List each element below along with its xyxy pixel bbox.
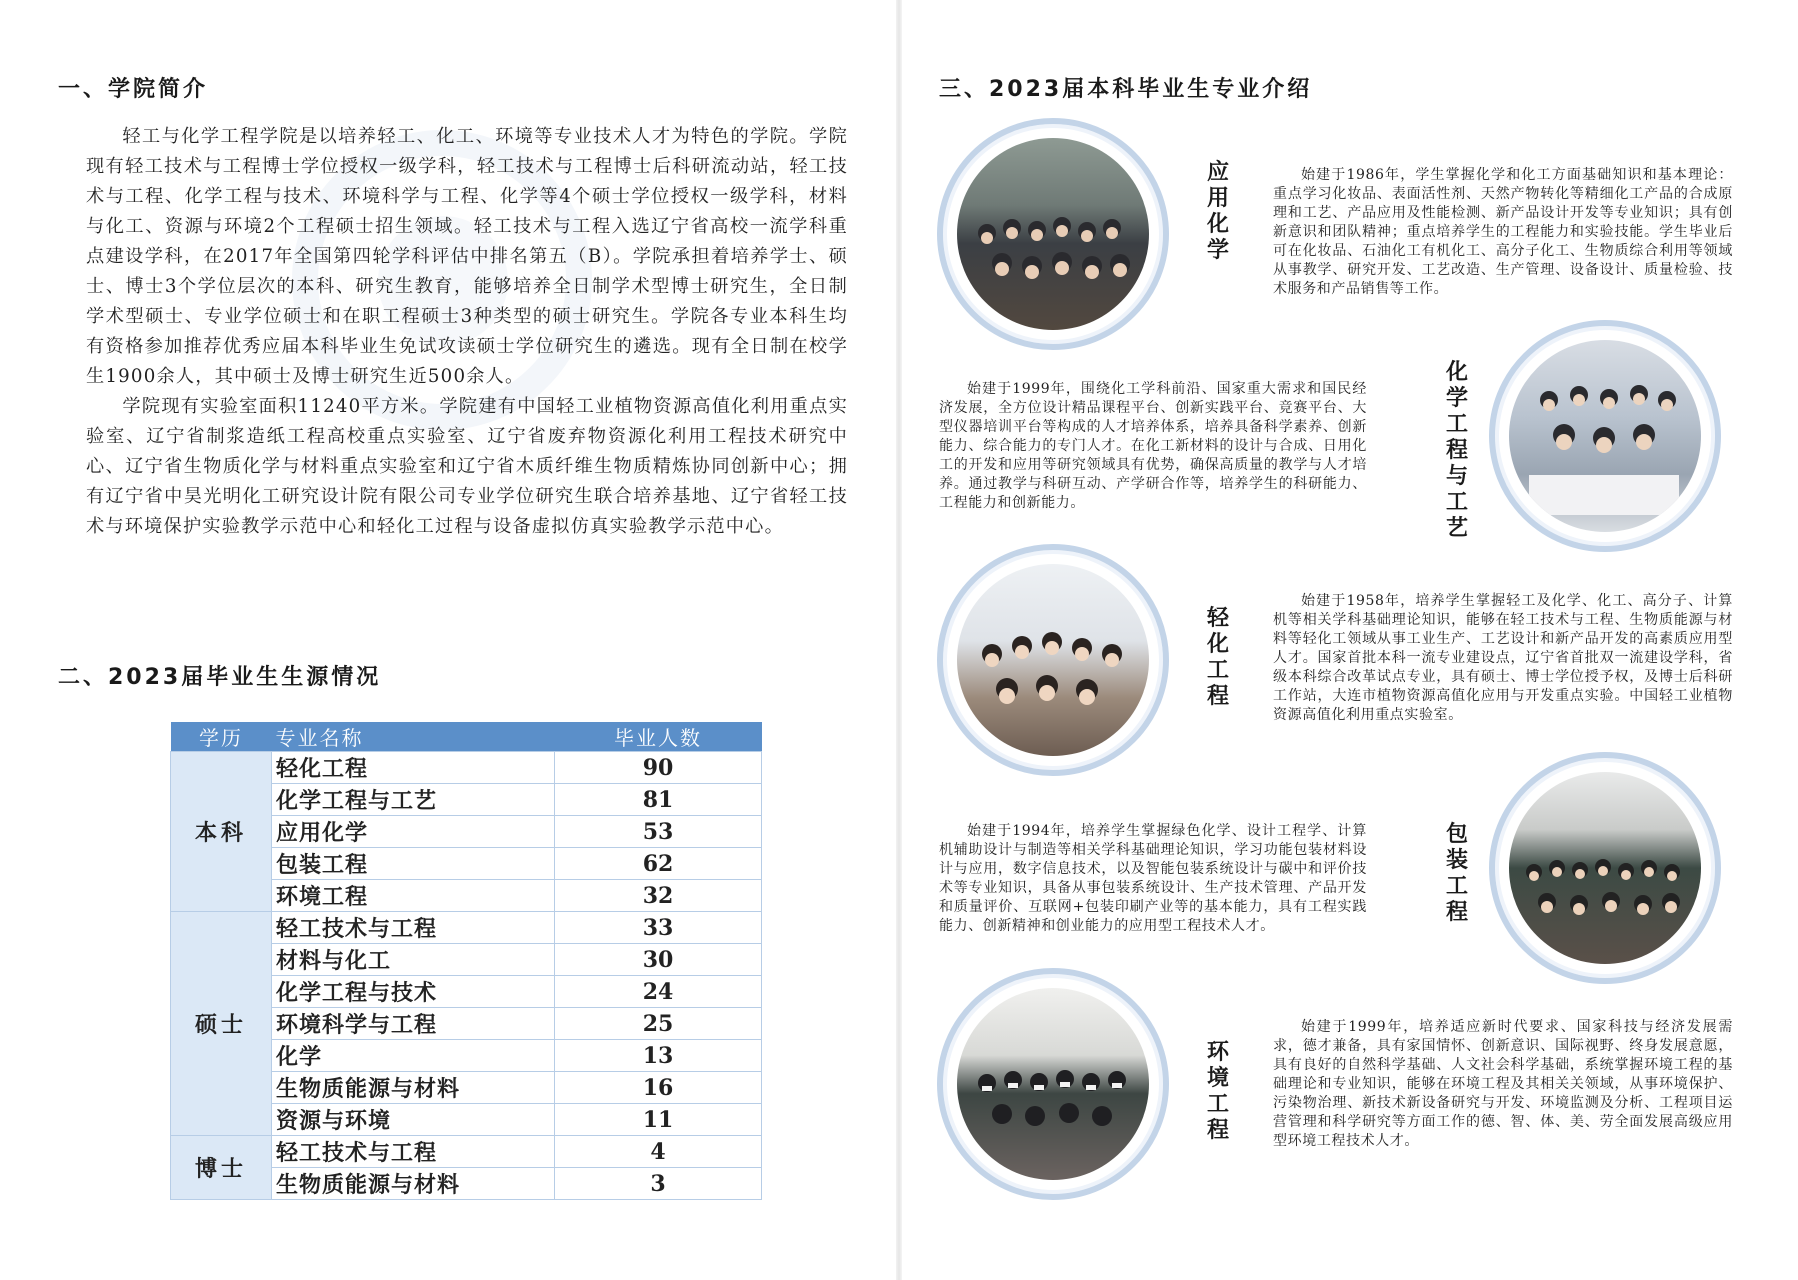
major-cell: 化学工程与工艺: [272, 784, 555, 816]
major-desc-packaging-engineering: [939, 822, 1367, 936]
col-major-header: 专业名称: [272, 722, 555, 752]
section1-heading: 一、学院简介: [58, 77, 209, 102]
table-row: [171, 912, 762, 944]
table-header-row: [171, 722, 762, 752]
major-cell: 化学工程与技术: [272, 976, 555, 1008]
major-cell: 轻工技术与工程: [272, 912, 555, 944]
intro-paragraph-2: 学院现有实验室面积11240平方米。学院建有中国轻工业植物资源高值化利用重点实验室、辽宁省制浆造纸工程高校重点实验室、辽宁省废弃物资源化利用工程技术研究中心、辽宁省生物质化学与材料重点实验室和辽宁省木质纤维生物质精炼协同创新中心；拥有辽宁省中昊光明化工研究设计院有限公司专业学位研究生联合培养基地、辽宁省轻工技术与环境保护实验教学示范中心和轻化工过程与设备虚拟仿真实验教学示范中心。: [86, 396, 848, 537]
major-title-light-chemical-engineering: 轻化工程: [1206, 606, 1229, 709]
table-row: [171, 752, 762, 784]
class-photo-chemical-engineering: [1489, 320, 1721, 552]
count-cell: 11: [555, 1104, 762, 1136]
major-cell: 环境科学与工程: [272, 1008, 555, 1040]
major-desc-text: 始建于1999年，围绕化工学科前沿、国家重大需求和国民经济发展，全方位设计精品课程平台、创新实践平台、竞赛平台、大型仪器培训平台等构成的人才培养体系，培养具备科学素养、创新能力、综合能力的专门人才。在化工新材料的设计与合成、日用化工的开发和应用等研究领域具有优势，确保高质量的教学与人才培养。通过教学与科研互动、产学研合作等，培养学生的科研能力、工程能力和创新能力。: [939, 381, 1367, 511]
count-cell: 90: [555, 752, 762, 784]
class-photo-light-chemical-engineering: [937, 544, 1169, 776]
major-cell: 轻化工程: [272, 752, 555, 784]
count-cell: 62: [555, 848, 762, 880]
major-cell: 材料与化工: [272, 944, 555, 976]
count-cell: 32: [555, 880, 762, 912]
graduates-table: [170, 722, 762, 1200]
count-cell: 53: [555, 816, 762, 848]
count-cell: 33: [555, 912, 762, 944]
right-page: [899, 0, 1798, 1280]
count-cell: 13: [555, 1040, 762, 1072]
major-cell: 轻工技术与工程: [272, 1136, 555, 1168]
major-cell: 生物质能源与材料: [272, 1168, 555, 1200]
section2-heading: 二、2023届毕业生生源情况: [58, 665, 382, 690]
major-desc-light-chemical-engineering: [1273, 592, 1733, 725]
major-cell: 化学: [272, 1040, 555, 1072]
count-cell: 24: [555, 976, 762, 1008]
major-desc-text: 始建于1999年，培养适应新时代要求、国家科技与经济发展需求，德才兼备，具有家国情怀、创新意识、国际视野、终身发展意愿，具有良好的自然科学基础、人文社会科学基础，系统掌握环境工程的基础理论和专业知识，能够在环境工程及其相关关领域，从事环境保护、污染物治理、新技术新设备研究与开发、环境监测及分析、工程项目运营管理和科学研究等方面工作的德、智、体、美、劳全面发展高级应用型环境工程技术人才。: [1273, 1019, 1733, 1149]
major-desc-environmental-engineering: [1273, 1018, 1733, 1151]
major-title-applied-chemistry: 应用化学: [1206, 160, 1229, 263]
major-cell: 包装工程: [272, 848, 555, 880]
count-cell: 16: [555, 1072, 762, 1104]
col-degree-header: 学历: [171, 722, 272, 752]
major-title-packaging-engineering: 包装工程: [1445, 822, 1468, 925]
count-cell: 81: [555, 784, 762, 816]
major-desc-applied-chemistry: [1273, 166, 1733, 299]
section3-heading: 三、2023届本科毕业生专业介绍: [939, 77, 1313, 102]
major-cell: 环境工程: [272, 880, 555, 912]
count-cell: 4: [555, 1136, 762, 1168]
major-title-environmental-engineering: 环境工程: [1206, 1040, 1229, 1143]
major-desc-text: 始建于1986年，学生掌握化学和化工方面基础知识和基本理论：重点学习化妆品、表面活性剂、天然产物转化等精细化工产品的合成原理和工艺、产品应用及性能检测、新产品设计开发等专业知识；具有创新意识和团队精神；重点培养学生的工程能力和实验技能。学生毕业后可在化妆品、石油化工有机化工、高分子化工、生物质综合利用等领域从事教学、研究开发、工艺改造、生产管理、设备设计、质量检验、技术服务和产品销售等工作。: [1273, 167, 1733, 297]
class-photo-applied-chemistry: [937, 118, 1169, 350]
intro-paragraph-1: 轻工与化学工程学院是以培养轻工、化工、环境等专业技术人才为特色的学院。学院现有轻工技术与工程博士学位授权一级学科，轻工技术与工程博士后科研流动站，轻工技术与工程、化学工程与技术、环境科学与工程、化学等4个硕士学位授权一级学科，材料与化工、资源与环境2个工程硕士招生领域。轻工技术与工程入选辽宁省高校一流学科重点建设学科，在2017年全国第四轮学科评估中排名第五（B）。学院承担着培养学士、硕士、博士3个学位层次的本科、研究生教育，能够培养全日制学术型博士研究生，全日制学术型硕士、专业学位硕士和在职工程硕士3种类型的硕士研究生。学院各专业本科生均有资格参加推荐优秀应届本科毕业生免试攻读硕士学位研究生的遴选。现有全日制在校学生1900余人，其中硕士及博士研究生近500余人。: [86, 126, 848, 387]
major-cell: 应用化学: [272, 816, 555, 848]
class-photo-packaging-engineering: [1489, 752, 1721, 984]
count-cell: 30: [555, 944, 762, 976]
major-desc-text: 始建于1958年，培养学生掌握轻工及化学、化工、高分子、计算机等相关学科基础理论知识，能够在轻工技术与工程、生物质能源与材料等轻化工领域从事工业生产、工艺设计和新产品开发的高素质应用型人才。国家首批本科一流专业建设点，辽宁省首批双一流建设学科，省级本科综合改革试点专业，具有硕士、博士学位授予权，及博士后科研工作站，大连市植物资源高值化应用与开发重点实验。中国轻工业植物资源高值化利用重点实验室。: [1273, 593, 1733, 723]
major-cell: 资源与环境: [272, 1104, 555, 1136]
degree-cell: 本科: [171, 752, 272, 912]
major-desc-chemical-engineering: [939, 380, 1367, 513]
table-row: [171, 1136, 762, 1168]
major-cell: 生物质能源与材料: [272, 1072, 555, 1104]
degree-cell: 博士: [171, 1136, 272, 1200]
degree-cell: 硕士: [171, 912, 272, 1136]
count-cell: 25: [555, 1008, 762, 1040]
count-cell: 3: [555, 1168, 762, 1200]
intro-text: [86, 122, 848, 542]
major-desc-text: 始建于1994年，培养学生掌握绿色化学、设计工程学、计算机辅助设计与制造等相关学科基础理论知识，学习功能包装材料设计与应用，数字信息技术，以及智能包装系统设计与碳中和评价技术等专业知识，具备从事包装系统设计、生产技术管理、产品开发和质量评价、互联网+包装印刷产业等的基本能力，具有工程实践能力、创新精神和创业能力的应用型工程技术人才。: [939, 823, 1367, 934]
class-photo-environmental-engineering: [937, 968, 1169, 1200]
col-count-header: 毕业人数: [555, 722, 762, 752]
major-title-chemical-engineering: 化学工程与工艺: [1445, 360, 1468, 541]
